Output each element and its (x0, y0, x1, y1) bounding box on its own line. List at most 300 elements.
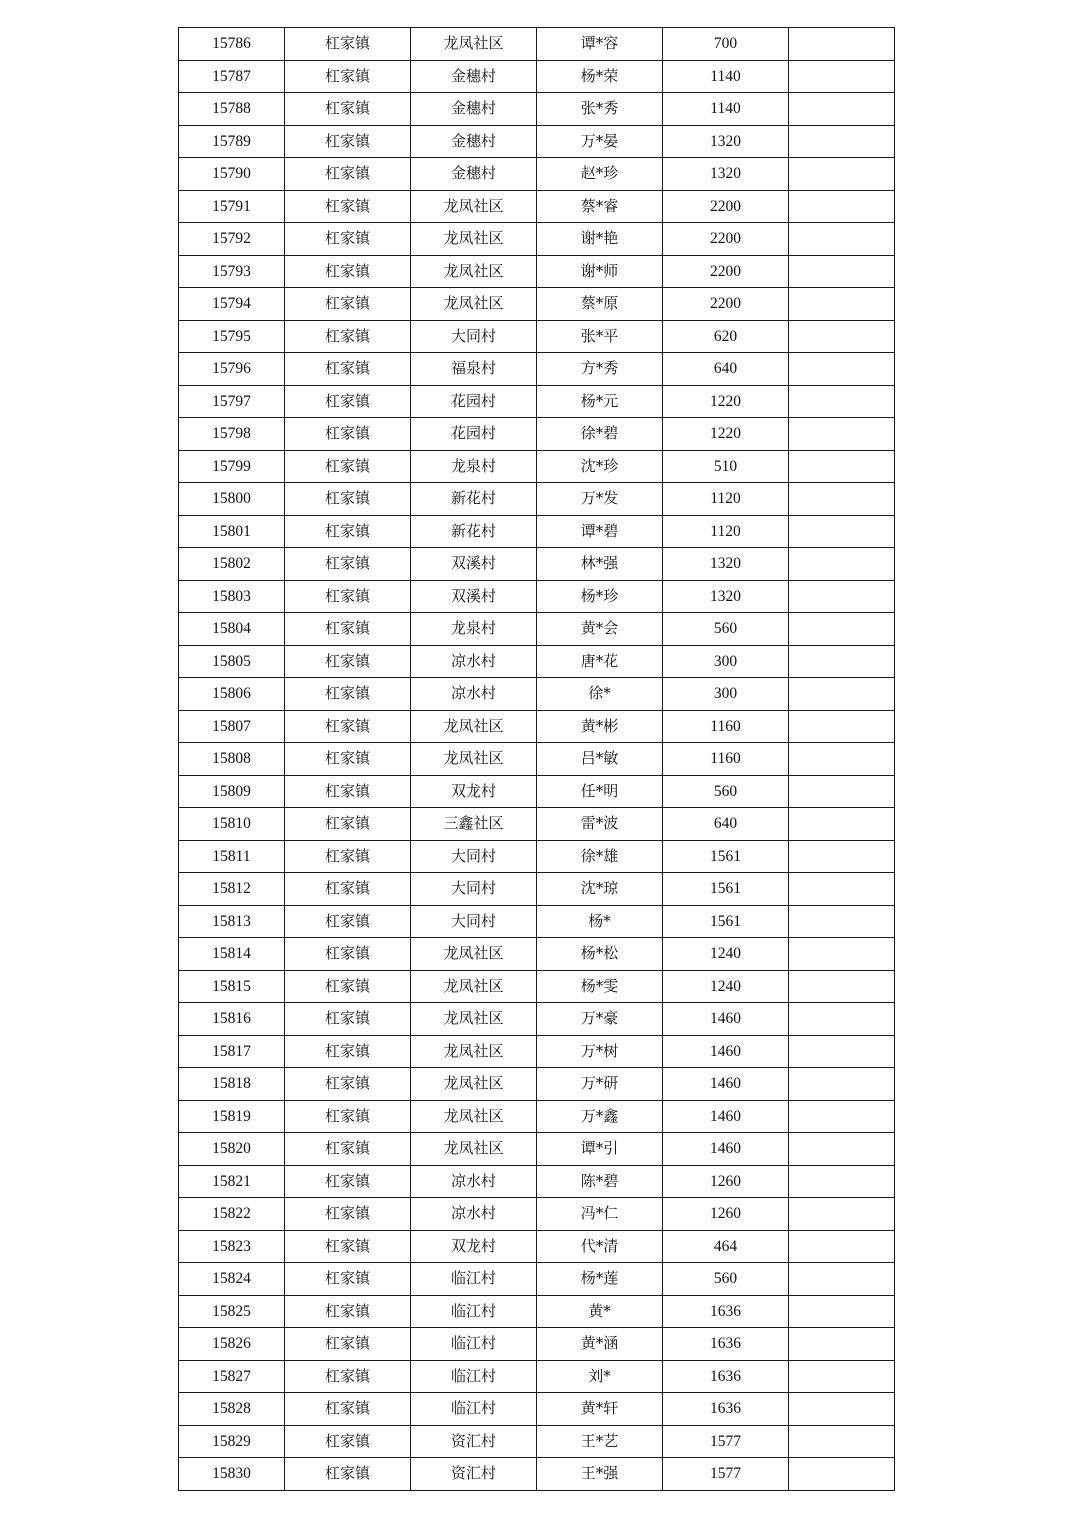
town-cell: 杠家镇 (285, 1360, 411, 1393)
town-cell: 杠家镇 (285, 1100, 411, 1133)
village-cell: 龙凤社区 (411, 255, 537, 288)
village-cell: 临江村 (411, 1393, 537, 1426)
town-cell: 杠家镇 (285, 938, 411, 971)
table-row (179, 1100, 895, 1133)
remark-cell (789, 840, 895, 873)
row-number-cell: 15798 (179, 418, 285, 451)
name-cell: 蔡*睿 (537, 190, 663, 223)
amount-cell: 1636 (663, 1360, 789, 1393)
remark-cell (789, 743, 895, 776)
table-row (179, 223, 895, 256)
town-cell: 杠家镇 (285, 385, 411, 418)
village-cell: 凉水村 (411, 645, 537, 678)
row-number-cell: 15795 (179, 320, 285, 353)
name-cell: 谢*师 (537, 255, 663, 288)
row-number-cell: 15792 (179, 223, 285, 256)
table-row (179, 678, 895, 711)
name-cell: 沈*珍 (537, 450, 663, 483)
village-cell: 凉水村 (411, 678, 537, 711)
table-row (179, 385, 895, 418)
name-cell: 杨* (537, 905, 663, 938)
amount-cell: 2200 (663, 288, 789, 321)
amount-cell: 1260 (663, 1165, 789, 1198)
remark-cell (789, 1328, 895, 1361)
row-number-cell: 15823 (179, 1230, 285, 1263)
name-cell: 蔡*原 (537, 288, 663, 321)
village-cell: 龙凤社区 (411, 710, 537, 743)
amount-cell: 560 (663, 613, 789, 646)
remark-cell (789, 1165, 895, 1198)
name-cell: 代*清 (537, 1230, 663, 1263)
village-cell: 大同村 (411, 873, 537, 906)
table-row (179, 320, 895, 353)
amount-cell: 1561 (663, 840, 789, 873)
table-row (179, 190, 895, 223)
town-cell: 杠家镇 (285, 743, 411, 776)
row-number-cell: 15828 (179, 1393, 285, 1426)
row-number-cell: 15814 (179, 938, 285, 971)
village-cell: 龙凤社区 (411, 288, 537, 321)
table-row (179, 613, 895, 646)
table-row (179, 840, 895, 873)
town-cell: 杠家镇 (285, 710, 411, 743)
remark-cell (789, 223, 895, 256)
row-number-cell: 15830 (179, 1458, 285, 1491)
village-cell: 新花村 (411, 483, 537, 516)
village-cell: 临江村 (411, 1263, 537, 1296)
table-row (179, 548, 895, 581)
remark-cell (789, 1035, 895, 1068)
row-number-cell: 15821 (179, 1165, 285, 1198)
name-cell: 王*强 (537, 1458, 663, 1491)
amount-cell: 1577 (663, 1425, 789, 1458)
table-row (179, 158, 895, 191)
remark-cell (789, 613, 895, 646)
remark-cell (789, 320, 895, 353)
village-cell: 临江村 (411, 1295, 537, 1328)
row-number-cell: 15822 (179, 1198, 285, 1231)
name-cell: 黄*涵 (537, 1328, 663, 1361)
amount-cell: 464 (663, 1230, 789, 1263)
village-cell: 金穗村 (411, 125, 537, 158)
name-cell: 雷*波 (537, 808, 663, 841)
town-cell: 杠家镇 (285, 28, 411, 61)
town-cell: 杠家镇 (285, 808, 411, 841)
remark-cell (789, 28, 895, 61)
town-cell: 杠家镇 (285, 1133, 411, 1166)
name-cell: 黄*会 (537, 613, 663, 646)
amount-cell: 700 (663, 28, 789, 61)
amount-cell: 2200 (663, 255, 789, 288)
table-row (179, 125, 895, 158)
name-cell: 万*研 (537, 1068, 663, 1101)
row-number-cell: 15788 (179, 93, 285, 126)
row-number-cell: 15811 (179, 840, 285, 873)
name-cell: 万*晏 (537, 125, 663, 158)
table-row (179, 418, 895, 451)
town-cell: 杠家镇 (285, 678, 411, 711)
village-cell: 双溪村 (411, 548, 537, 581)
village-cell: 龙凤社区 (411, 1003, 537, 1036)
town-cell: 杠家镇 (285, 483, 411, 516)
name-cell: 万*豪 (537, 1003, 663, 1036)
row-number-cell: 15803 (179, 580, 285, 613)
village-cell: 资汇村 (411, 1425, 537, 1458)
row-number-cell: 15805 (179, 645, 285, 678)
village-cell: 双溪村 (411, 580, 537, 613)
row-number-cell: 15793 (179, 255, 285, 288)
row-number-cell: 15806 (179, 678, 285, 711)
row-number-cell: 15815 (179, 970, 285, 1003)
village-cell: 金穗村 (411, 158, 537, 191)
village-cell: 大同村 (411, 320, 537, 353)
amount-cell: 1140 (663, 60, 789, 93)
remark-cell (789, 1230, 895, 1263)
table-row (179, 450, 895, 483)
name-cell: 唐*花 (537, 645, 663, 678)
remark-cell (789, 645, 895, 678)
remark-cell (789, 1133, 895, 1166)
amount-cell: 1561 (663, 873, 789, 906)
amount-cell: 1320 (663, 548, 789, 581)
remark-cell (789, 385, 895, 418)
table-row (179, 1165, 895, 1198)
town-cell: 杠家镇 (285, 288, 411, 321)
table-row (179, 483, 895, 516)
remark-cell (789, 125, 895, 158)
amount-cell: 1561 (663, 905, 789, 938)
table-row (179, 1230, 895, 1263)
town-cell: 杠家镇 (285, 775, 411, 808)
village-cell: 福泉村 (411, 353, 537, 386)
remark-cell (789, 1198, 895, 1231)
remark-cell (789, 288, 895, 321)
village-cell: 大同村 (411, 840, 537, 873)
remark-cell (789, 905, 895, 938)
row-number-cell: 15829 (179, 1425, 285, 1458)
remark-cell (789, 1393, 895, 1426)
name-cell: 杨*莲 (537, 1263, 663, 1296)
remark-cell (789, 710, 895, 743)
row-number-cell: 15800 (179, 483, 285, 516)
town-cell: 杠家镇 (285, 1003, 411, 1036)
town-cell: 杠家镇 (285, 1035, 411, 1068)
village-cell: 临江村 (411, 1328, 537, 1361)
remark-cell (789, 1068, 895, 1101)
row-number-cell: 15789 (179, 125, 285, 158)
amount-cell: 2200 (663, 223, 789, 256)
remark-cell (789, 60, 895, 93)
row-number-cell: 15801 (179, 515, 285, 548)
amount-cell: 2200 (663, 190, 789, 223)
remark-cell (789, 483, 895, 516)
row-number-cell: 15799 (179, 450, 285, 483)
village-cell: 金穗村 (411, 93, 537, 126)
row-number-cell: 15817 (179, 1035, 285, 1068)
remark-cell (789, 873, 895, 906)
amount-cell: 1160 (663, 743, 789, 776)
town-cell: 杠家镇 (285, 1295, 411, 1328)
row-number-cell: 15791 (179, 190, 285, 223)
row-number-cell: 15813 (179, 905, 285, 938)
town-cell: 杠家镇 (285, 1198, 411, 1231)
village-cell: 龙凤社区 (411, 1035, 537, 1068)
remark-cell (789, 418, 895, 451)
name-cell: 谭*碧 (537, 515, 663, 548)
village-cell: 龙凤社区 (411, 970, 537, 1003)
remark-cell (789, 1425, 895, 1458)
town-cell: 杠家镇 (285, 580, 411, 613)
remark-cell (789, 580, 895, 613)
remark-cell (789, 190, 895, 223)
village-cell: 临江村 (411, 1360, 537, 1393)
village-cell: 花园村 (411, 385, 537, 418)
amount-cell: 1460 (663, 1100, 789, 1133)
remark-cell (789, 808, 895, 841)
name-cell: 沈*琼 (537, 873, 663, 906)
row-number-cell: 15819 (179, 1100, 285, 1133)
amount-cell: 620 (663, 320, 789, 353)
name-cell: 林*强 (537, 548, 663, 581)
row-number-cell: 15825 (179, 1295, 285, 1328)
table-row (179, 938, 895, 971)
remark-cell (789, 1360, 895, 1393)
table-row (179, 970, 895, 1003)
table-row (179, 1263, 895, 1296)
table-row (179, 288, 895, 321)
village-cell: 凉水村 (411, 1165, 537, 1198)
remark-cell (789, 1263, 895, 1296)
remark-cell (789, 548, 895, 581)
name-cell: 杨*珍 (537, 580, 663, 613)
town-cell: 杠家镇 (285, 645, 411, 678)
name-cell: 万*树 (537, 1035, 663, 1068)
amount-cell: 1636 (663, 1295, 789, 1328)
village-cell: 资汇村 (411, 1458, 537, 1491)
name-cell: 黄*彬 (537, 710, 663, 743)
table-row (179, 873, 895, 906)
table-row (179, 1035, 895, 1068)
amount-cell: 560 (663, 1263, 789, 1296)
village-cell: 新花村 (411, 515, 537, 548)
town-cell: 杠家镇 (285, 1393, 411, 1426)
table-row (179, 353, 895, 386)
town-cell: 杠家镇 (285, 60, 411, 93)
row-number-cell: 15796 (179, 353, 285, 386)
amount-cell: 1320 (663, 125, 789, 158)
town-cell: 杠家镇 (285, 1328, 411, 1361)
name-cell: 任*明 (537, 775, 663, 808)
table-body (179, 28, 895, 1491)
remark-cell (789, 678, 895, 711)
name-cell: 吕*敏 (537, 743, 663, 776)
name-cell: 冯*仁 (537, 1198, 663, 1231)
amount-cell: 1577 (663, 1458, 789, 1491)
amount-cell: 1636 (663, 1328, 789, 1361)
town-cell: 杠家镇 (285, 873, 411, 906)
row-number-cell: 15816 (179, 1003, 285, 1036)
table-row (179, 1133, 895, 1166)
town-cell: 杠家镇 (285, 223, 411, 256)
remark-cell (789, 450, 895, 483)
table-row (179, 710, 895, 743)
amount-cell: 1460 (663, 1035, 789, 1068)
name-cell: 陈*碧 (537, 1165, 663, 1198)
amount-cell: 640 (663, 808, 789, 841)
row-number-cell: 15790 (179, 158, 285, 191)
town-cell: 杠家镇 (285, 418, 411, 451)
village-cell: 龙凤社区 (411, 190, 537, 223)
amount-cell: 1240 (663, 938, 789, 971)
data-table (178, 27, 895, 1491)
town-cell: 杠家镇 (285, 1068, 411, 1101)
amount-cell: 1460 (663, 1003, 789, 1036)
table-row (179, 808, 895, 841)
amount-cell: 1240 (663, 970, 789, 1003)
row-number-cell: 15786 (179, 28, 285, 61)
name-cell: 徐* (537, 678, 663, 711)
town-cell: 杠家镇 (285, 1230, 411, 1263)
row-number-cell: 15827 (179, 1360, 285, 1393)
village-cell: 龙凤社区 (411, 223, 537, 256)
amount-cell: 1460 (663, 1068, 789, 1101)
remark-cell (789, 1100, 895, 1133)
name-cell: 王*艺 (537, 1425, 663, 1458)
amount-cell: 300 (663, 645, 789, 678)
village-cell: 三鑫社区 (411, 808, 537, 841)
amount-cell: 1120 (663, 483, 789, 516)
table-row (179, 93, 895, 126)
amount-cell: 1320 (663, 158, 789, 191)
town-cell: 杠家镇 (285, 613, 411, 646)
remark-cell (789, 353, 895, 386)
town-cell: 杠家镇 (285, 255, 411, 288)
row-number-cell: 15818 (179, 1068, 285, 1101)
table-row (179, 255, 895, 288)
table-row (179, 580, 895, 613)
remark-cell (789, 93, 895, 126)
village-cell: 龙凤社区 (411, 1133, 537, 1166)
remark-cell (789, 255, 895, 288)
row-number-cell: 15810 (179, 808, 285, 841)
amount-cell: 1140 (663, 93, 789, 126)
remark-cell (789, 938, 895, 971)
village-cell: 龙凤社区 (411, 1068, 537, 1101)
table-row (179, 775, 895, 808)
village-cell: 凉水村 (411, 1198, 537, 1231)
village-cell: 龙凤社区 (411, 938, 537, 971)
row-number-cell: 15808 (179, 743, 285, 776)
town-cell: 杠家镇 (285, 1165, 411, 1198)
village-cell: 龙凤社区 (411, 1100, 537, 1133)
name-cell: 赵*珍 (537, 158, 663, 191)
name-cell: 黄*轩 (537, 1393, 663, 1426)
remark-cell (789, 970, 895, 1003)
name-cell: 杨*松 (537, 938, 663, 971)
remark-cell (789, 158, 895, 191)
table-row (179, 60, 895, 93)
town-cell: 杠家镇 (285, 840, 411, 873)
table-row (179, 515, 895, 548)
amount-cell: 560 (663, 775, 789, 808)
name-cell: 黄* (537, 1295, 663, 1328)
table-row (179, 1458, 895, 1491)
row-number-cell: 15809 (179, 775, 285, 808)
row-number-cell: 15826 (179, 1328, 285, 1361)
table-row (179, 645, 895, 678)
town-cell: 杠家镇 (285, 158, 411, 191)
row-number-cell: 15804 (179, 613, 285, 646)
table-row (179, 1198, 895, 1231)
village-cell: 金穗村 (411, 60, 537, 93)
table-row (179, 743, 895, 776)
row-number-cell: 15802 (179, 548, 285, 581)
name-cell: 刘* (537, 1360, 663, 1393)
amount-cell: 1220 (663, 418, 789, 451)
amount-cell: 640 (663, 353, 789, 386)
village-cell: 龙泉村 (411, 450, 537, 483)
amount-cell: 1220 (663, 385, 789, 418)
name-cell: 谭*容 (537, 28, 663, 61)
table-row (179, 1003, 895, 1036)
village-cell: 大同村 (411, 905, 537, 938)
row-number-cell: 15807 (179, 710, 285, 743)
name-cell: 杨*荣 (537, 60, 663, 93)
row-number-cell: 15794 (179, 288, 285, 321)
table-row (179, 28, 895, 61)
name-cell: 谭*引 (537, 1133, 663, 1166)
row-number-cell: 15787 (179, 60, 285, 93)
name-cell: 徐*碧 (537, 418, 663, 451)
name-cell: 徐*雄 (537, 840, 663, 873)
village-cell: 龙凤社区 (411, 743, 537, 776)
village-cell: 龙凤社区 (411, 28, 537, 61)
remark-cell (789, 775, 895, 808)
name-cell: 杨*元 (537, 385, 663, 418)
amount-cell: 1260 (663, 1198, 789, 1231)
name-cell: 方*秀 (537, 353, 663, 386)
amount-cell: 1460 (663, 1133, 789, 1166)
village-cell: 花园村 (411, 418, 537, 451)
town-cell: 杠家镇 (285, 353, 411, 386)
amount-cell: 510 (663, 450, 789, 483)
name-cell: 杨*雯 (537, 970, 663, 1003)
village-cell: 龙泉村 (411, 613, 537, 646)
amount-cell: 1120 (663, 515, 789, 548)
amount-cell: 1160 (663, 710, 789, 743)
town-cell: 杠家镇 (285, 1458, 411, 1491)
row-number-cell: 15812 (179, 873, 285, 906)
amount-cell: 1320 (663, 580, 789, 613)
remark-cell (789, 1458, 895, 1491)
name-cell: 张*秀 (537, 93, 663, 126)
town-cell: 杠家镇 (285, 125, 411, 158)
town-cell: 杠家镇 (285, 1425, 411, 1458)
table-row (179, 1328, 895, 1361)
town-cell: 杠家镇 (285, 93, 411, 126)
amount-cell: 300 (663, 678, 789, 711)
name-cell: 万*发 (537, 483, 663, 516)
town-cell: 杠家镇 (285, 548, 411, 581)
town-cell: 杠家镇 (285, 190, 411, 223)
town-cell: 杠家镇 (285, 1263, 411, 1296)
name-cell: 谢*艳 (537, 223, 663, 256)
town-cell: 杠家镇 (285, 515, 411, 548)
town-cell: 杠家镇 (285, 320, 411, 353)
row-number-cell: 15824 (179, 1263, 285, 1296)
name-cell: 万*鑫 (537, 1100, 663, 1133)
row-number-cell: 15797 (179, 385, 285, 418)
